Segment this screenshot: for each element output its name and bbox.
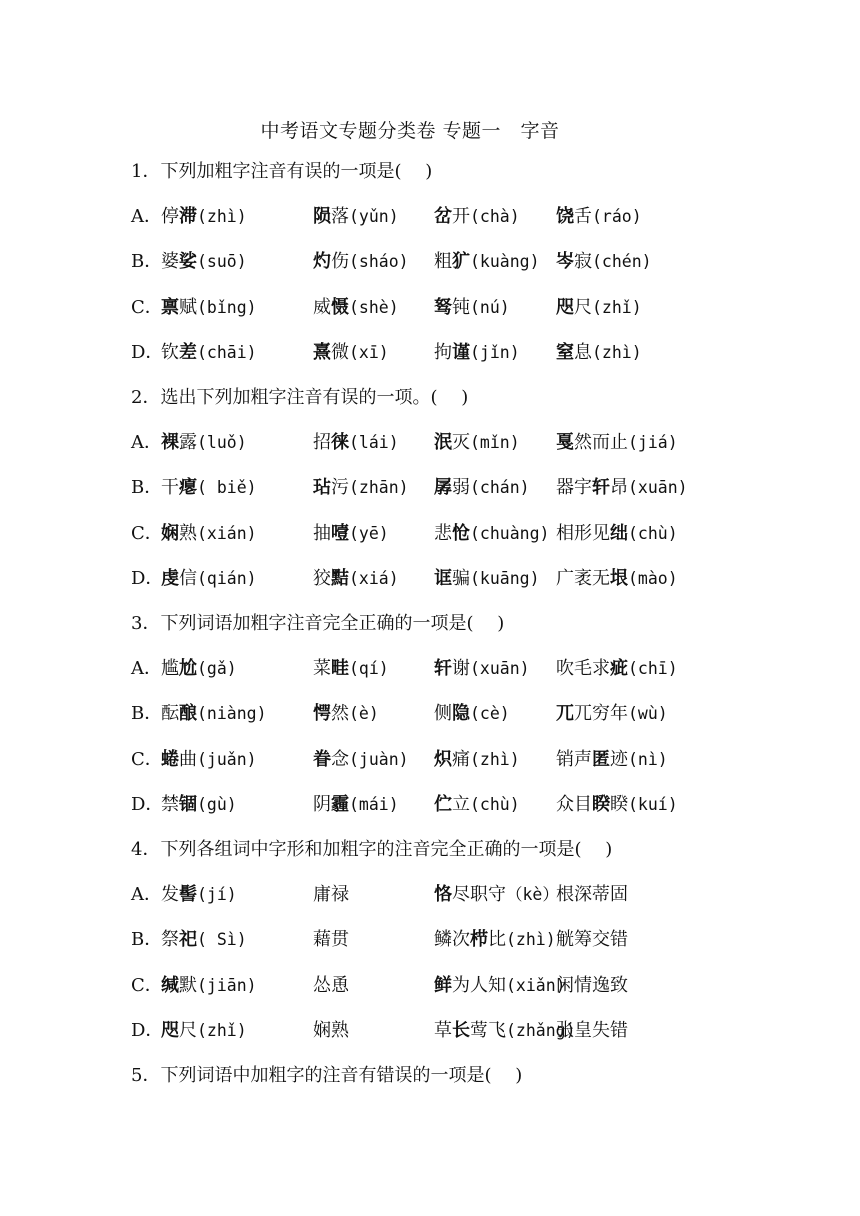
option-item: [434, 655, 530, 683]
item-text: 尴: [161, 658, 179, 680]
option-item: [161, 203, 247, 231]
option-item: [556, 1017, 628, 1045]
pinyin: (zhì): [197, 207, 247, 227]
pinyin: (kuāng): [470, 568, 540, 588]
option-row: [131, 474, 731, 502]
option-item: [313, 248, 409, 276]
bold-char: 伫: [434, 793, 452, 815]
pinyin: （kè）: [506, 885, 559, 905]
bold-char: 娴: [161, 522, 179, 544]
pinyin: (zhì): [506, 930, 556, 950]
bold-char: 轩: [434, 658, 452, 680]
item-text: 菜: [313, 658, 331, 680]
bold-char: 灼: [313, 251, 331, 273]
item-text: 为人知: [452, 974, 506, 996]
item-text: 然: [331, 703, 349, 725]
option-item: [434, 474, 530, 502]
option-label: C．: [131, 522, 163, 544]
pinyin: (suō): [197, 252, 247, 272]
item-text: 拘: [434, 341, 452, 363]
bold-char: 差: [179, 341, 197, 363]
item-text: 觥筹交错: [556, 929, 628, 951]
option-item: [313, 700, 379, 728]
bold-char: 霾: [331, 793, 349, 815]
option-label: C．: [131, 974, 163, 996]
pinyin: (qián): [197, 568, 257, 588]
item-text: 停: [161, 206, 179, 228]
option-item: [556, 700, 668, 728]
option-item: [434, 926, 556, 954]
pinyin: (kuí): [628, 794, 678, 814]
option-item: [556, 972, 628, 1000]
bold-char: 尬: [179, 658, 197, 680]
bold-char: 岔: [434, 206, 452, 228]
option-item: [556, 520, 678, 548]
option-item: [434, 972, 566, 1000]
pinyin: (zhì): [592, 342, 642, 362]
item-text: 娴熟: [313, 1019, 349, 1041]
bold-char: 黠: [331, 567, 349, 589]
item-text: 众目: [556, 793, 592, 815]
option-item: [313, 972, 349, 1000]
option-label: C．: [131, 748, 163, 770]
option-item: [556, 203, 642, 231]
option-row: [131, 1017, 731, 1045]
bold-char: 滞: [179, 206, 197, 228]
option-item: [161, 655, 237, 683]
option-label: B．: [131, 477, 163, 499]
option-item: [161, 746, 257, 774]
option-item: [434, 881, 559, 909]
option-row: [131, 565, 731, 593]
item-text: 熟: [179, 522, 197, 544]
pinyin: (xián): [197, 523, 257, 543]
item-text: 露: [179, 432, 197, 454]
page-title: 中考语文专题分类卷 专题一 字音: [260, 120, 560, 142]
pinyin: (zhì): [470, 749, 520, 769]
pinyin: (lái): [349, 433, 399, 453]
option-item: [313, 746, 409, 774]
option-label: A．: [131, 206, 162, 228]
pinyin: (sháo): [349, 252, 409, 272]
option-label: D．: [131, 1019, 164, 1041]
bold-char: 裸: [161, 432, 179, 454]
item-text: 祭: [161, 929, 179, 951]
option-item: [434, 565, 540, 593]
option-item: [313, 565, 399, 593]
pinyin: (nú): [470, 297, 510, 317]
option-row: [131, 339, 731, 367]
bold-char: 缄: [161, 974, 179, 996]
pinyin: (mái): [349, 794, 399, 814]
bold-char: 疵: [610, 658, 628, 680]
bold-char: 畦: [331, 658, 349, 680]
option-item: [161, 881, 237, 909]
option-row: [131, 972, 731, 1000]
option-label: C．: [131, 296, 163, 318]
option-item: [161, 248, 247, 276]
item-text: 尺: [179, 1019, 197, 1041]
option-item: [556, 248, 652, 276]
option-item: [556, 791, 678, 819]
pinyin: (xiá): [349, 568, 399, 588]
item-text: 微: [331, 341, 349, 363]
item-text: 张皇失错: [556, 1019, 628, 1041]
item-text: 信: [179, 567, 197, 589]
pinyin: (è): [349, 704, 379, 724]
pinyin: (mǐn): [470, 433, 520, 453]
option-label: D．: [131, 341, 164, 363]
pinyin: ( biě): [197, 478, 257, 498]
option-item: [313, 429, 399, 457]
bold-char: 髻: [179, 884, 197, 906]
option-item: [556, 474, 688, 502]
option-label: A．: [131, 658, 162, 680]
bold-char: 诓: [434, 567, 452, 589]
item-text: 发: [161, 884, 179, 906]
pinyin: ( Sì): [197, 930, 247, 950]
bold-char: 垠: [610, 567, 628, 589]
item-text: 闲情逸致: [556, 974, 628, 996]
option-item: [313, 881, 349, 909]
option-item: [434, 520, 549, 548]
question-stem: 4．下列各组词中字形和加粗字的注音完全正确的一项是( ): [131, 839, 613, 860]
option-item: [556, 294, 642, 322]
option-item: [161, 339, 257, 367]
bold-char: 酿: [179, 703, 197, 725]
option-item: [434, 746, 520, 774]
item-text: 阴: [313, 793, 331, 815]
option-item: [313, 520, 389, 548]
bold-char: 泯: [434, 432, 452, 454]
option-item: [161, 1017, 247, 1045]
option-row: [131, 791, 731, 819]
bold-char: 瘪: [179, 477, 197, 499]
item-text: 藉贯: [313, 929, 349, 951]
bold-char: 犷: [452, 251, 470, 273]
option-row: [131, 655, 731, 683]
option-item: [434, 203, 520, 231]
option-row: [131, 429, 731, 457]
bold-char: 徕: [331, 432, 349, 454]
question-stem: 3．下列词语加粗字注音完全正确的一项是( ): [131, 613, 505, 634]
item-text: 昂: [610, 477, 628, 499]
option-item: [556, 655, 678, 683]
bold-char: 岑: [556, 251, 574, 273]
item-text: 寂: [574, 251, 592, 273]
option-item: [434, 294, 510, 322]
item-text: 曲: [179, 748, 197, 770]
pinyin: (juàn): [349, 749, 409, 769]
pinyin: (jiān): [197, 975, 257, 995]
option-item: [161, 474, 257, 502]
pinyin: (zhǎng): [506, 1020, 576, 1040]
item-text: 落: [331, 206, 349, 228]
item-text: 弱: [452, 477, 470, 499]
pinyin: (chuàng): [470, 523, 550, 543]
pinyin: (chán): [470, 478, 530, 498]
option-item: [556, 565, 678, 593]
bold-char: 饶: [556, 206, 574, 228]
bold-char: 熹: [313, 341, 331, 363]
option-item: [161, 565, 257, 593]
pinyin: (chén): [592, 252, 652, 272]
bold-char: 炽: [434, 748, 452, 770]
option-item: [313, 294, 399, 322]
bold-char: 栉: [470, 929, 488, 951]
item-text: 婆: [161, 251, 179, 273]
option-row: [131, 746, 731, 774]
question-stem: 1．下列加粗字注音有误的一项是( ): [131, 161, 433, 182]
question-stem: 2．选出下列加粗字注音有误的一项。( ): [131, 387, 469, 408]
option-label: A．: [131, 884, 162, 906]
item-text: 干: [161, 477, 179, 499]
pinyin: (yē): [349, 523, 389, 543]
bold-char: 咫: [556, 296, 574, 318]
bold-char: 隐: [452, 703, 470, 725]
bold-char: 睽: [592, 793, 610, 815]
option-item: [161, 429, 247, 457]
item-text: 鳞次: [434, 929, 470, 951]
pinyin: (shè): [349, 297, 399, 317]
option-row: [131, 248, 731, 276]
item-text: 禁: [161, 793, 179, 815]
pinyin: (yǔn): [349, 207, 399, 227]
option-row: [131, 203, 731, 231]
option-item: [313, 474, 409, 502]
option-row: [131, 881, 731, 909]
option-item: [161, 926, 247, 954]
bold-char: 恪: [434, 884, 452, 906]
item-text: 灭: [452, 432, 470, 454]
pinyin: (xuān): [628, 478, 688, 498]
option-row: [131, 926, 731, 954]
pinyin: (luǒ): [197, 433, 247, 453]
pinyin: (chāi): [197, 342, 257, 362]
item-text: 庸禄: [313, 884, 349, 906]
pinyin: (chù): [628, 523, 678, 543]
bold-char: 鲜: [434, 974, 452, 996]
option-item: [313, 655, 389, 683]
item-text: 开: [452, 206, 470, 228]
pinyin: (chà): [470, 207, 520, 227]
pinyin: (xiǎn): [506, 975, 566, 995]
item-text: 污: [331, 477, 349, 499]
bold-char: 慑: [331, 296, 349, 318]
item-text: 销声: [556, 748, 592, 770]
option-label: D．: [131, 567, 164, 589]
item-text: 草: [434, 1019, 452, 1041]
item-text: 骗: [452, 567, 470, 589]
bold-char: 咫: [161, 1019, 179, 1041]
bold-char: 谨: [452, 341, 470, 363]
item-text: 酝: [161, 703, 179, 725]
pinyin: (chī): [628, 659, 678, 679]
bold-char: 绌: [610, 522, 628, 544]
item-text: 广袤无: [556, 567, 610, 589]
item-text: 念: [331, 748, 349, 770]
bold-char: 愕: [313, 703, 331, 725]
item-text: 伤: [331, 251, 349, 273]
pinyin: (ráo): [592, 207, 642, 227]
option-item: [434, 1017, 576, 1045]
pinyin: (juǎn): [197, 749, 257, 769]
bold-char: 窒: [556, 341, 574, 363]
bold-char: 眷: [313, 748, 331, 770]
bold-char: 孱: [434, 477, 452, 499]
item-text: 威: [313, 296, 331, 318]
pinyin: (jǐn): [470, 342, 520, 362]
bold-char: 噎: [331, 522, 349, 544]
item-text: 迹: [610, 748, 628, 770]
item-text: 钦: [161, 341, 179, 363]
pinyin: (zhǐ): [592, 297, 642, 317]
bold-char: 禀: [161, 296, 179, 318]
option-item: [161, 520, 257, 548]
bold-char: 怆: [452, 522, 470, 544]
item-text: 抽: [313, 522, 331, 544]
option-row: [131, 700, 731, 728]
bold-char: 陨: [313, 206, 331, 228]
item-text: 怂恿: [313, 974, 349, 996]
option-item: [313, 791, 399, 819]
pinyin: (xuān): [470, 659, 530, 679]
bold-char: 蜷: [161, 748, 179, 770]
pinyin: (cè): [470, 704, 510, 724]
item-text: 兀穷年: [574, 703, 628, 725]
bold-char: 锢: [179, 793, 197, 815]
pinyin: (gǎ): [197, 659, 237, 679]
bold-char: 轩: [592, 477, 610, 499]
item-text: 默: [179, 974, 197, 996]
item-text: 痛: [452, 748, 470, 770]
pinyin: (kuàng): [470, 252, 540, 272]
item-text: 侧: [434, 703, 452, 725]
pinyin: (zhǐ): [197, 1020, 247, 1040]
option-item: [313, 1017, 349, 1045]
item-text: 立: [452, 793, 470, 815]
bold-char: 玷: [313, 477, 331, 499]
pinyin: (bǐng): [197, 297, 257, 317]
option-item: [161, 294, 257, 322]
option-item: [161, 700, 267, 728]
option-row: [131, 520, 731, 548]
pinyin: (zhān): [349, 478, 409, 498]
option-item: [556, 339, 642, 367]
bold-char: 戛: [556, 432, 574, 454]
bold-char: 驽: [434, 296, 452, 318]
item-text: 粗: [434, 251, 452, 273]
option-item: [434, 339, 520, 367]
pinyin: (xī): [349, 342, 389, 362]
item-text: 招: [313, 432, 331, 454]
item-text: 器宇: [556, 477, 592, 499]
item-text: 然而止: [574, 432, 628, 454]
item-text: 钝: [452, 296, 470, 318]
bold-char: 祀: [179, 929, 197, 951]
pinyin: (nì): [628, 749, 668, 769]
option-item: [556, 746, 668, 774]
option-row: [131, 294, 731, 322]
item-text: 尺: [574, 296, 592, 318]
option-item: [161, 791, 237, 819]
option-label: D．: [131, 793, 164, 815]
item-text: 比: [488, 929, 506, 951]
option-label: B．: [131, 929, 163, 951]
bold-char: 长: [452, 1019, 470, 1041]
bold-char: 虔: [161, 567, 179, 589]
pinyin: (chù): [470, 794, 520, 814]
item-text: 睽: [610, 793, 628, 815]
option-label: A．: [131, 432, 162, 454]
bold-char: 兀: [556, 703, 574, 725]
item-text: 相形见: [556, 522, 610, 544]
option-item: [434, 700, 510, 728]
bold-char: 娑: [179, 251, 197, 273]
option-item: [434, 791, 520, 819]
option-item: [556, 881, 628, 909]
item-text: 赋: [179, 296, 197, 318]
item-text: 谢: [452, 658, 470, 680]
item-text: 舌: [574, 206, 592, 228]
pinyin: (jí): [197, 885, 237, 905]
item-text: 根深蒂固: [556, 884, 628, 906]
option-item: [313, 203, 399, 231]
option-item: [313, 926, 349, 954]
pinyin: (mào): [628, 568, 678, 588]
pinyin: (qí): [349, 659, 389, 679]
option-item: [556, 926, 628, 954]
option-item: [313, 339, 389, 367]
option-item: [434, 429, 520, 457]
option-label: B．: [131, 251, 163, 273]
item-text: 息: [574, 341, 592, 363]
item-text: 狡: [313, 567, 331, 589]
item-text: 尽职守: [452, 884, 506, 906]
item-text: 吹毛求: [556, 658, 610, 680]
pinyin: (gù): [197, 794, 237, 814]
bold-char: 匿: [592, 748, 610, 770]
question-stem: 5．下列词语中加粗字的注音有错误的一项是( ): [131, 1065, 523, 1086]
pinyin: (niàng): [197, 704, 267, 724]
option-item: [434, 248, 540, 276]
option-label: B．: [131, 703, 163, 725]
item-text: 悲: [434, 522, 452, 544]
option-item: [556, 429, 678, 457]
item-text: 莺飞: [470, 1019, 506, 1041]
pinyin: (jiá): [628, 433, 678, 453]
option-item: [161, 972, 257, 1000]
pinyin: (wù): [628, 704, 668, 724]
